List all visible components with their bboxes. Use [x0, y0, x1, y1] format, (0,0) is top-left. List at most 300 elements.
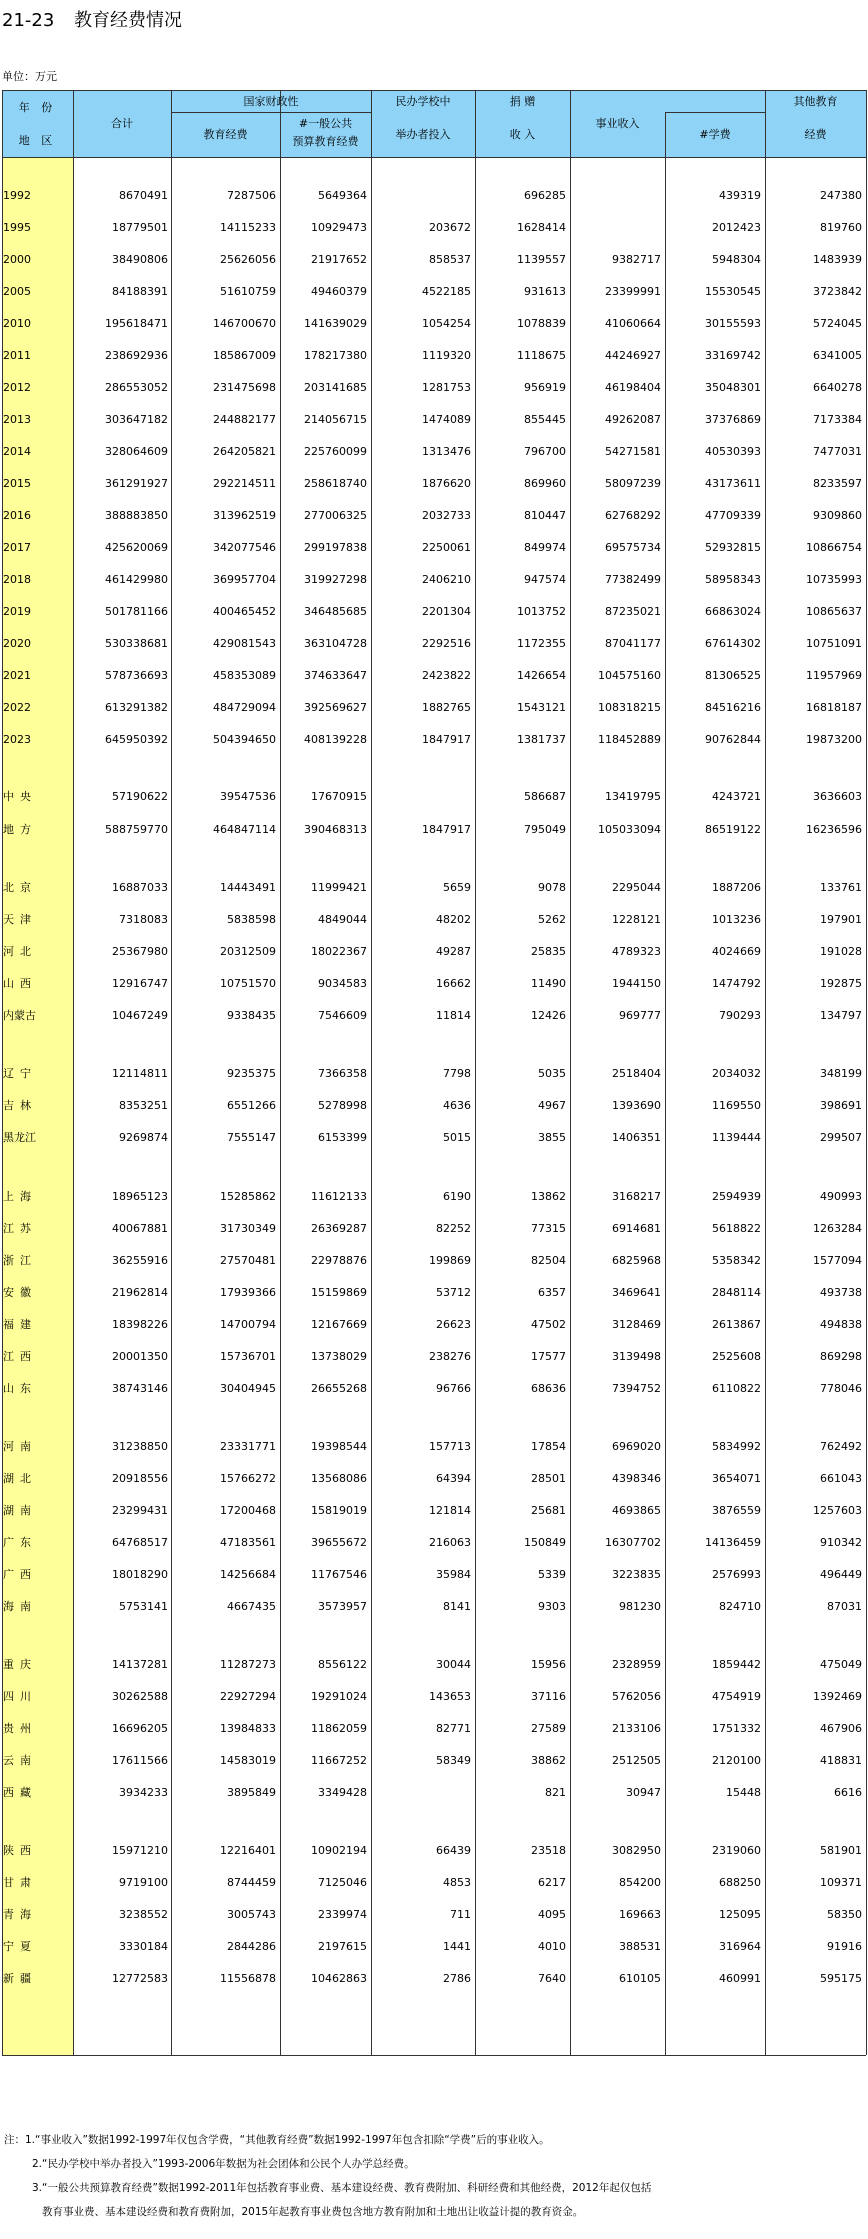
row-label: 北京	[3, 881, 37, 894]
table-cell: 810447	[524, 509, 566, 522]
table-cell: 586687	[524, 790, 566, 803]
table-row	[0, 1437, 868, 1457]
table-cell: 299507	[820, 1131, 862, 1144]
row-label: 2018	[3, 573, 31, 586]
table-cell: 11556878	[220, 1972, 276, 1985]
table-cell: 3223835	[612, 1568, 661, 1581]
table-cell: 3168217	[612, 1190, 661, 1203]
table-cell: 316964	[719, 1940, 761, 1953]
table-cell: 30044	[436, 1658, 471, 1671]
table-cell: 231475698	[213, 381, 276, 394]
table-cell: 121814	[429, 1504, 471, 1517]
table-cell: 1847917	[422, 733, 471, 746]
table-cell: 178217380	[304, 349, 367, 362]
table-cell: 13984833	[220, 1722, 276, 1735]
table-cell: 342077546	[213, 541, 276, 554]
table-cell: 8670491	[119, 189, 168, 202]
table-cell: 4024669	[712, 945, 761, 958]
row-label: 2010	[3, 317, 31, 330]
table-cell: 2525608	[712, 1350, 761, 1363]
table-cell: 8233597	[813, 477, 862, 490]
table-cell: 12916747	[112, 977, 168, 990]
table-cell: 64768517	[112, 1536, 168, 1549]
table-cell: 425620069	[105, 541, 168, 554]
table-cell: 348199	[820, 1067, 862, 1080]
row-label: 甘肃	[3, 1876, 37, 1889]
table-cell: 18398226	[112, 1318, 168, 1331]
table-cell: 7640	[538, 1972, 566, 1985]
table-cell: 52932815	[705, 541, 761, 554]
table-row	[0, 1937, 868, 1957]
row-label: 2015	[3, 477, 31, 490]
table-cell: 7366358	[318, 1067, 367, 1080]
table-cell: 1139557	[517, 253, 566, 266]
header-donation-1: 捐 赠	[509, 95, 536, 108]
table-cell: 169663	[619, 1908, 661, 1921]
table-cell: 17611566	[112, 1754, 168, 1767]
table-cell: 319927298	[304, 573, 367, 586]
table-cell: 581901	[820, 1844, 862, 1857]
table-cell: 484729094	[213, 701, 276, 714]
table-cell: 17939366	[220, 1286, 276, 1299]
header-gov-budget-2: 预算教育经费	[292, 135, 359, 148]
table-cell: 15159869	[311, 1286, 367, 1299]
table-row	[0, 820, 868, 840]
table-cell: 3855	[538, 1131, 566, 1144]
table-row	[0, 474, 868, 494]
table-cell: 109371	[820, 1876, 862, 1889]
table-cell: 4636	[443, 1099, 471, 1112]
table-cell: 22927294	[220, 1690, 276, 1703]
table-cell: 1172355	[517, 637, 566, 650]
table-cell: 185867009	[213, 349, 276, 362]
table-cell: 5358342	[712, 1254, 761, 1267]
table-cell: 821	[545, 1786, 566, 1799]
table-cell: 17577	[531, 1350, 566, 1363]
table-row	[0, 442, 868, 462]
table-cell: 2328959	[612, 1658, 661, 1671]
table-cell: 796700	[524, 445, 566, 458]
table-cell: 35984	[436, 1568, 471, 1581]
table-cell: 66439	[436, 1844, 471, 1857]
table-cell: 30947	[626, 1786, 661, 1799]
table-cell: 613291382	[105, 701, 168, 714]
table-cell: 15819019	[311, 1504, 367, 1517]
table-cell: 501781166	[105, 605, 168, 618]
table-bottom-rule	[2, 2055, 866, 2056]
table-cell: 2844286	[227, 1940, 276, 1953]
table-cell: 1139444	[712, 1131, 761, 1144]
table-cell: 25681	[531, 1504, 566, 1517]
table-cell: 143653	[429, 1690, 471, 1703]
table-cell: 49460379	[311, 285, 367, 298]
table-cell: 2594939	[712, 1190, 761, 1203]
row-label: 2013	[3, 413, 31, 426]
table-row	[0, 1969, 868, 1989]
table-cell: 15971210	[112, 1844, 168, 1857]
table-cell: 58350	[827, 1908, 862, 1921]
table-cell: 16307702	[605, 1536, 661, 1549]
table-cell: 82504	[531, 1254, 566, 1267]
table-cell: 1392469	[813, 1690, 862, 1703]
table-cell: 49262087	[605, 413, 661, 426]
row-label: 吉林	[3, 1099, 37, 1112]
table-cell: 530338681	[105, 637, 168, 650]
table-cell: 6341005	[813, 349, 862, 362]
table-cell: 16818187	[806, 701, 862, 714]
table-cell: 8556122	[318, 1658, 367, 1671]
table-cell: 6190	[443, 1190, 471, 1203]
table-cell: 467906	[820, 1722, 862, 1735]
table-cell: 1944150	[612, 977, 661, 990]
header-top-rule	[2, 90, 866, 91]
table-cell: 23518	[531, 1844, 566, 1857]
table-cell: 37116	[531, 1690, 566, 1703]
table-cell: 90762844	[705, 733, 761, 746]
table-cell: 9303	[538, 1600, 566, 1613]
table-cell: 47709339	[705, 509, 761, 522]
table-cell: 216063	[429, 1536, 471, 1549]
table-cell: 244882177	[213, 413, 276, 426]
table-cell: 203141685	[304, 381, 367, 394]
table-row	[0, 1064, 868, 1084]
table-cell: 16887033	[112, 881, 168, 894]
table-cell: 1543121	[517, 701, 566, 714]
table-cell: 1406351	[612, 1131, 661, 1144]
table-cell: 9338435	[227, 1009, 276, 1022]
table-cell: 10929473	[311, 221, 367, 234]
table-row	[0, 974, 868, 994]
table-cell: 762492	[820, 1440, 862, 1453]
table-cell: 11767546	[311, 1568, 367, 1581]
table-row	[0, 314, 868, 334]
table-cell: 7546609	[318, 1009, 367, 1022]
table-cell: 214056715	[304, 413, 367, 426]
row-label: 内蒙古	[3, 1009, 36, 1022]
table-cell: 33169742	[705, 349, 761, 362]
table-cell: 5834992	[712, 1440, 761, 1453]
table-row	[0, 1251, 868, 1271]
table-cell: 1847917	[422, 823, 471, 836]
table-cell: 105033094	[598, 823, 661, 836]
header-bottom-rule	[2, 157, 866, 158]
table-cell: 6551266	[227, 1099, 276, 1112]
table-cell: 363104728	[304, 637, 367, 650]
table-cell: 2120100	[712, 1754, 761, 1767]
table-cell: 28501	[531, 1472, 566, 1485]
table-cell: 4754919	[712, 1690, 761, 1703]
table-cell: 661043	[820, 1472, 862, 1485]
table-row	[0, 282, 868, 302]
table-cell: 1257603	[813, 1504, 862, 1517]
table-cell: 494838	[820, 1318, 862, 1331]
table-cell: 15736701	[220, 1350, 276, 1363]
table-cell: 1628414	[517, 221, 566, 234]
table-number: 21-23	[2, 10, 55, 31]
row-label: 2016	[3, 509, 31, 522]
row-label: 安徽	[3, 1286, 37, 1299]
table-cell: 931613	[524, 285, 566, 298]
table-cell: 225760099	[304, 445, 367, 458]
table-cell: 5015	[443, 1131, 471, 1144]
table-row	[0, 1347, 868, 1367]
table-cell: 23331771	[220, 1440, 276, 1453]
table-cell: 11667252	[311, 1754, 367, 1767]
table-cell: 91916	[827, 1940, 862, 1953]
table-cell: 238692936	[105, 349, 168, 362]
table-cell: 18018290	[112, 1568, 168, 1581]
table-cell: 12426	[531, 1009, 566, 1022]
table-cell: 84516216	[705, 701, 761, 714]
table-cell: 1013752	[517, 605, 566, 618]
row-label: 中央	[3, 790, 37, 803]
table-title: 教育经费情况	[74, 10, 182, 31]
table-cell: 1474089	[422, 413, 471, 426]
table-row	[0, 1006, 868, 1026]
table-cell: 374633647	[304, 669, 367, 682]
row-label: 贵州	[3, 1722, 37, 1735]
table-cell: 2848114	[712, 1286, 761, 1299]
table-row	[0, 1315, 868, 1335]
table-cell: 460991	[719, 1972, 761, 1985]
table-cell: 14443491	[220, 881, 276, 894]
table-cell: 5753141	[119, 1600, 168, 1613]
table-cell: 68636	[531, 1382, 566, 1395]
table-cell: 6825968	[612, 1254, 661, 1267]
table-cell: 27589	[531, 1722, 566, 1735]
table-row	[0, 602, 868, 622]
header-rowhead-bottom: 地 区	[18, 134, 57, 147]
table-row	[0, 787, 868, 807]
table-cell: 3573957	[318, 1600, 367, 1613]
table-cell: 2012423	[712, 221, 761, 234]
table-cell: 9382717	[612, 253, 661, 266]
table-row	[0, 1565, 868, 1585]
row-label: 四川	[3, 1690, 37, 1703]
table-cell: 3005743	[227, 1908, 276, 1921]
table-cell: 47502	[531, 1318, 566, 1331]
table-cell: 15285862	[220, 1190, 276, 1203]
table-cell: 10751570	[220, 977, 276, 990]
table-cell: 30155593	[705, 317, 761, 330]
row-label: 上海	[3, 1190, 37, 1203]
row-label: 2019	[3, 605, 31, 618]
table-cell: 5618822	[712, 1222, 761, 1235]
table-cell: 4243721	[712, 790, 761, 803]
table-cell: 429081543	[213, 637, 276, 650]
table-cell: 14700794	[220, 1318, 276, 1331]
table-cell: 15766272	[220, 1472, 276, 1485]
table-cell: 150849	[524, 1536, 566, 1549]
table-cell: 191028	[820, 945, 862, 958]
table-cell: 17200468	[220, 1504, 276, 1517]
table-cell: 3349428	[318, 1786, 367, 1799]
table-cell: 369957704	[213, 573, 276, 586]
table-cell: 610105	[619, 1972, 661, 1985]
table-cell: 7287506	[227, 189, 276, 202]
table-cell: 157713	[429, 1440, 471, 1453]
table-cell: 7477031	[813, 445, 862, 458]
table-row	[0, 346, 868, 366]
table-cell: 1381737	[517, 733, 566, 746]
table-cell: 855445	[524, 413, 566, 426]
row-label: 浙江	[3, 1254, 37, 1267]
footnote: 注：1.“事业收入”数据1992-1997年仅包含学费，“其他教育经费”数据1992-1997年包含扣除“学费”后的事业收入。	[4, 2134, 550, 2146]
table-cell: 134797	[820, 1009, 862, 1022]
table-cell: 10462863	[311, 1972, 367, 1985]
table-cell: 19398544	[311, 1440, 367, 1453]
table-cell: 2032733	[422, 509, 471, 522]
table-cell: 475049	[820, 1658, 862, 1671]
table-cell: 10467249	[112, 1009, 168, 1022]
table-cell: 26623	[436, 1318, 471, 1331]
table-cell: 12772583	[112, 1972, 168, 1985]
row-label: 天津	[3, 913, 37, 926]
table-row	[0, 1873, 868, 1893]
table-cell: 13738029	[311, 1350, 367, 1363]
table-cell: 956919	[524, 381, 566, 394]
table-cell: 3723842	[813, 285, 862, 298]
table-cell: 25835	[531, 945, 566, 958]
table-cell: 40530393	[705, 445, 761, 458]
table-cell: 7318083	[119, 913, 168, 926]
table-cell: 43173611	[705, 477, 761, 490]
table-cell: 5838598	[227, 913, 276, 926]
table-row	[0, 1128, 868, 1148]
table-row	[0, 1687, 868, 1707]
table-cell: 2201304	[422, 605, 471, 618]
table-cell: 2786	[443, 1972, 471, 1985]
table-cell: 696285	[524, 189, 566, 202]
table-row	[0, 1096, 868, 1116]
table-cell: 3876559	[712, 1504, 761, 1517]
table-cell: 14136459	[705, 1536, 761, 1549]
table-cell: 1887206	[712, 881, 761, 894]
table-cell: 1228121	[612, 913, 661, 926]
table-cell: 19291024	[311, 1690, 367, 1703]
table-cell: 4010	[538, 1940, 566, 1953]
table-cell: 23299431	[112, 1504, 168, 1517]
table-row	[0, 570, 868, 590]
table-cell: 2576993	[712, 1568, 761, 1581]
table-cell: 390468313	[304, 823, 367, 836]
table-cell: 5659	[443, 881, 471, 894]
table-cell: 6616	[834, 1786, 862, 1799]
table-cell: 11490	[531, 977, 566, 990]
table-cell: 39547536	[220, 790, 276, 803]
header-business: 事业收入	[595, 117, 640, 130]
table-cell: 4693865	[612, 1504, 661, 1517]
table-cell: 2423822	[422, 669, 471, 682]
table-cell: 8744459	[227, 1876, 276, 1889]
table-cell: 3128469	[612, 1318, 661, 1331]
row-label: 2017	[3, 541, 31, 554]
table-cell: 328064609	[105, 445, 168, 458]
row-label: 1995	[3, 221, 31, 234]
table-cell: 398691	[820, 1099, 862, 1112]
table-row	[0, 1469, 868, 1489]
row-label: 1992	[3, 189, 31, 202]
table-cell: 7394752	[612, 1382, 661, 1395]
table-cell: 4522185	[422, 285, 471, 298]
table-cell: 313962519	[213, 509, 276, 522]
row-label: 新疆	[3, 1972, 37, 1985]
table-cell: 27570481	[220, 1254, 276, 1267]
table-cell: 10735993	[806, 573, 862, 586]
table-row	[0, 250, 868, 270]
table-cell: 82771	[436, 1722, 471, 1735]
table-cell: 9235375	[227, 1067, 276, 1080]
table-cell: 77382499	[605, 573, 661, 586]
table-cell: 58958343	[705, 573, 761, 586]
table-cell: 8141	[443, 1600, 471, 1613]
row-label: 2023	[3, 733, 31, 746]
table-cell: 400465452	[213, 605, 276, 618]
table-cell: 1426654	[517, 669, 566, 682]
table-cell: 47183561	[220, 1536, 276, 1549]
table-cell: 87235021	[605, 605, 661, 618]
table-cell: 9034583	[318, 977, 367, 990]
table-row	[0, 878, 868, 898]
table-cell: 795049	[524, 823, 566, 836]
table-cell: 11287273	[220, 1658, 276, 1671]
table-cell: 2197615	[318, 1940, 367, 1953]
table-cell: 910342	[820, 1536, 862, 1549]
row-label: 地方	[3, 823, 37, 836]
table-cell: 858537	[429, 253, 471, 266]
table-cell: 22978876	[311, 1254, 367, 1267]
table-cell: 67614302	[705, 637, 761, 650]
table-cell: 37376869	[705, 413, 761, 426]
table-row	[0, 698, 868, 718]
table-cell: 4398346	[612, 1472, 661, 1485]
table-cell: 688250	[719, 1876, 761, 1889]
row-label: 云南	[3, 1754, 37, 1767]
table-cell: 5649364	[318, 189, 367, 202]
table-cell: 247380	[820, 189, 862, 202]
table-cell: 20001350	[112, 1350, 168, 1363]
table-cell: 26655268	[311, 1382, 367, 1395]
table-cell: 645950392	[105, 733, 168, 746]
header-gov-edu: 教育经费	[203, 128, 248, 141]
table-cell: 4667435	[227, 1600, 276, 1613]
table-cell: 118452889	[598, 733, 661, 746]
table-cell: 947574	[524, 573, 566, 586]
row-label: 2022	[3, 701, 31, 714]
header-gov-budget-1: #一般公共	[298, 117, 353, 130]
table-cell: 64394	[436, 1472, 471, 1485]
table-row	[0, 506, 868, 526]
table-cell: 392569627	[304, 701, 367, 714]
table-cell: 969777	[619, 1009, 661, 1022]
table-row	[0, 666, 868, 686]
table-cell: 25367980	[112, 945, 168, 958]
table-cell: 16662	[436, 977, 471, 990]
table-cell: 21917652	[311, 253, 367, 266]
row-label: 江西	[3, 1350, 37, 1363]
table-cell: 1859442	[712, 1658, 761, 1671]
table-row	[0, 378, 868, 398]
table-cell: 277006325	[304, 509, 367, 522]
table-cell: 14256684	[220, 1568, 276, 1581]
table-row	[0, 1719, 868, 1739]
table-cell: 10751091	[806, 637, 862, 650]
table-cell: 84188391	[112, 285, 168, 298]
table-cell: 1313476	[422, 445, 471, 458]
row-label: 2020	[3, 637, 31, 650]
table-cell: 458353089	[213, 669, 276, 682]
table-cell: 388883850	[105, 509, 168, 522]
